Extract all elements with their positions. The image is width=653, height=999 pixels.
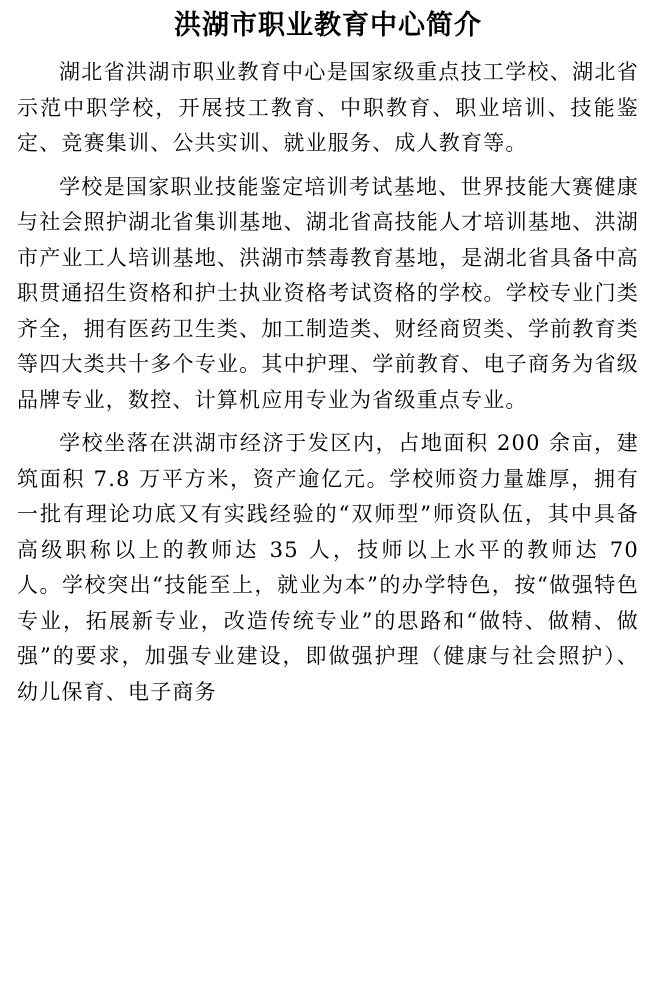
paragraph-campus-and-staff: 学校坐落在洪湖市经济于发区内，占地面积 200 余亩，建筑面积 7.8 万平方米，资产逾亿元。学校师资力量雄厚，拥有一批有理论功底又有实践经验的“双师型”师资队伍，其中具备高级职称以上的教师达 35 人，技师以上水平的教师达 70 人。学校突出“技能至上，就业为本”的办学特色，按“做强特色专业，拓展新专业，改造传统专业”的思路和“做特、做精、做强”的要求，加强专业建设，即做强护理（健康与社会照护）、幼儿保育、电子商务 — [17, 431, 639, 704]
document-title: 洪湖市职业教育中心简介 — [174, 10, 482, 41]
paragraph-intro: 湖北省洪湖市职业教育中心是国家级重点技工学校、湖北省示范中职学校，开展技工教育、中职教育、职业培训、技能鉴定、竞赛集训、公共实训、就业服务、成人教育等。 — [17, 60, 639, 155]
paragraph-qualifications: 学校是国家职业技能鉴定培训考试基地、世界技能大赛健康与社会照护湖北省集训基地、湖北省高技能人才培训基地、洪湖市产业工人培训基地、洪湖市禁毒教育基地，是湖北省具备中高职贯通招生资格和护士执业资格考试资格的学校。学校专业门类齐全，拥有医药卫生类、加工制造类、财经商贸类、学前教育类等四大类共十多个专业。其中护理、学前教育、电子商务为省级品牌专业，数控、计算机应用专业为省级重点专业。 — [17, 174, 639, 412]
